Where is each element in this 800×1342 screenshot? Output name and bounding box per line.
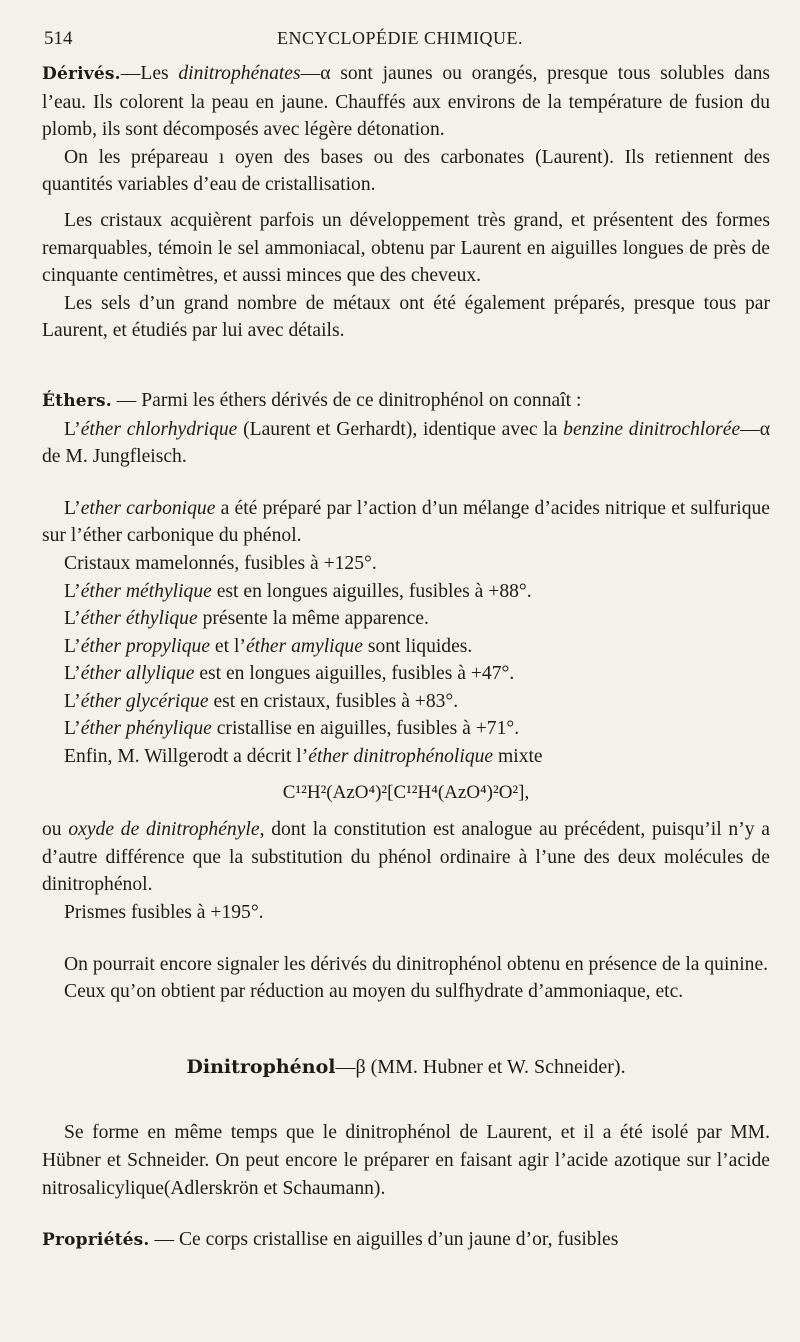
term: benzine dinitrochlorée xyxy=(563,418,741,440)
paragraph: L’éther allylique est en longues aiguilles, fusibles à +47°. xyxy=(64,663,515,685)
term: éther dinitrophénolique xyxy=(308,746,494,768)
term: ether carbonique xyxy=(80,497,216,519)
paragraph: Éthers. — Parmi les éthers dérivés de ce dinitrophénol on connaît : xyxy=(42,389,582,411)
term: éther phénylique xyxy=(80,718,212,740)
paragraph: Ceux qu’on obtient par réduction au moyen du sulfhydrate d’ammoniaque, etc. xyxy=(64,981,684,1003)
paragraph: Les cristaux acquièrent parfois un développement très grand, et présentent des formes remarquables, témoin le sel ammoniacal, obtenu par Laurent en aiguilles longues de près de cinquante centimètres, et aussi minces que des cheveux. xyxy=(42,209,770,287)
term: éther amylique xyxy=(245,635,363,657)
paragraph: On pourrait encore signaler les dérivés du dinitrophénol obtenu en présence de la quinine. xyxy=(64,953,769,975)
section-heading-derives: Dérivés. xyxy=(42,64,121,84)
paragraph: L’éther éthylique présente la même apparence. xyxy=(64,608,429,630)
paragraph: Se forme en même temps que le dinitrophénol de Laurent, et il a été isolé par MM. Hübner et Schneider. On peut encore le préparer en faisant agir l’acide azotique sur l’acide nitrosalicylique(Adlerskrön et Schaumann). xyxy=(42,1122,770,1199)
term: éther propylique xyxy=(80,635,211,657)
page-header xyxy=(44,28,756,56)
paragraph: Cristaux mamelonnés, fusibles à +125°. xyxy=(64,552,377,574)
paragraph: Prismes fusibles à +195°. xyxy=(64,902,264,924)
term: oxyde de dinitrophényle xyxy=(68,819,260,841)
paragraph: Propriétés. — Ce corps cristallise en aiguilles d’un jaune d’or, fusibles xyxy=(42,1229,619,1251)
term: éther éthylique xyxy=(80,608,198,630)
paragraph: Enfin, M. Willgerodt a décrit l’éther dinitrophénolique mixte xyxy=(64,746,543,768)
page-number: 514 xyxy=(44,28,73,49)
paragraph: Dérivés.—Les dinitrophénates—α sont jaunes ou orangés, presque tous solubles dans l’eau. Ils colorent la peau en jaune. Chauffés aux environs de la température de fusion du plomb, ils sont décomposés avec légère détonation. xyxy=(42,63,770,141)
paragraph: L’éther glycérique est en cristaux, fusibles à +83°. xyxy=(64,690,459,712)
chemical-formula: C¹²H²(AzO⁴)²[C¹²H⁴(AzO⁴)²O²], xyxy=(282,781,530,803)
paragraph: L’éther phénylique cristallise en aiguilles, fusibles à +71°. xyxy=(64,718,520,740)
paragraph: Les sels d’un grand nombre de métaux ont été également préparés, presque tous par Laurent, et étudiés par lui avec détails. xyxy=(42,292,770,342)
term: dinitrophénates xyxy=(178,63,301,84)
term: éther chlorhydrique xyxy=(80,418,238,440)
running-title: ENCYCLOPÉDIE CHIMIQUE. xyxy=(277,28,523,48)
paragraph: L’ether carbonique a été préparé par l’action d’un mélange d’acides nitrique et sulfurique sur l’éther carbonique du phénol. xyxy=(42,497,770,547)
paragraph: L’éther propylique et l’éther amylique sont liquides. xyxy=(64,635,473,657)
paragraph: On les prépareau ı oyen des bases ou des carbonates (Laurent). Ils retiennent des quantités variables d’eau de cristallisation. xyxy=(42,146,770,196)
term: éther méthylique xyxy=(80,580,212,602)
page-body xyxy=(42,60,770,1255)
section-title-dinitrophenol-beta: Dinitrophénol—β (MM. Hubner et W. Schneider). xyxy=(186,1055,626,1078)
section-heading-ethers: Éthers. xyxy=(42,390,112,411)
section-heading-proprietes: Propriétés. xyxy=(42,1230,150,1251)
term: éther glycérique xyxy=(80,690,209,712)
paragraph: L’éther chlorhydrique (Laurent et Gerhardt), identique avec la benzine dinitrochlorée—α de M. Jungfleisch. xyxy=(42,418,771,468)
term: éther allylique xyxy=(80,663,195,685)
paragraph: ou oxyde de dinitrophényle, dont la constitution est analogue au précédent, puisqu’il n’y a d’autre différence que la substitution du phénol ordinaire à l’une des deux molécules de dinitrophénol. xyxy=(42,819,770,896)
paragraph: L’éther méthylique est en longues aiguilles, fusibles à +88°. xyxy=(64,580,532,602)
